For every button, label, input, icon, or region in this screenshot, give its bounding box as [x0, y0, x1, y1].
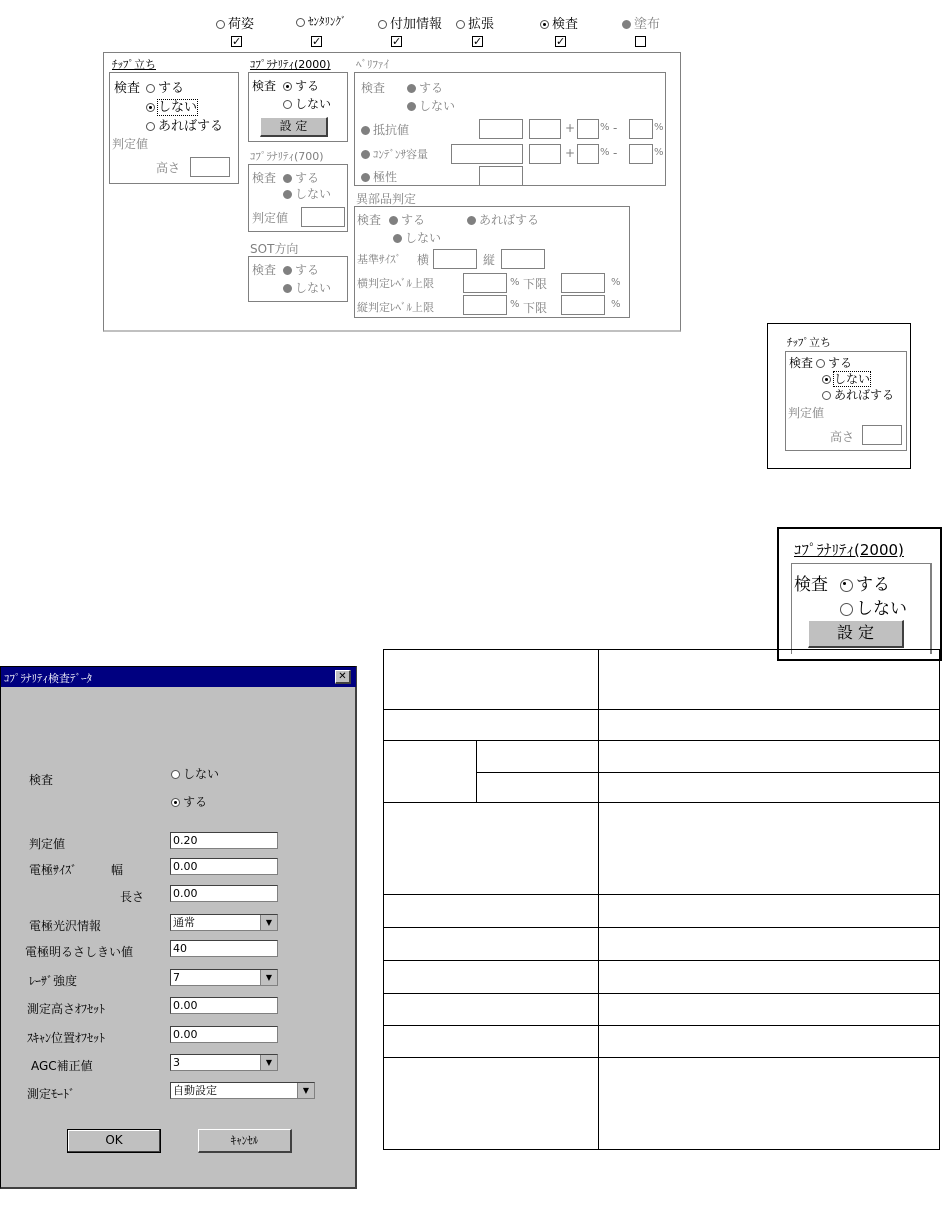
chip-opt-yes[interactable] [146, 77, 184, 96]
zoom-cop-set-button[interactable]: 設 定 [808, 620, 904, 648]
diff-opt-yes[interactable] [389, 211, 425, 228]
diff-base-v-field[interactable] [501, 249, 545, 269]
tab-label: ｾﾝﾀﾘﾝｸﾞ [308, 15, 347, 28]
cop700-title: ｺﾌﾟﾗﾅﾘﾃｨ(700) [250, 150, 324, 163]
chip-inspect-label: 検査 [114, 81, 141, 96]
zoom-cop-frame [777, 527, 942, 661]
option-label: しない [295, 281, 332, 295]
zoom-chip-opt-no[interactable] [822, 370, 870, 387]
table-cell [598, 895, 939, 928]
dialog-height-off-label: 測定高さｵﾌｾｯﾄ [27, 1002, 106, 1016]
radio-selected-icon [146, 103, 155, 112]
radio-disabled-icon [389, 216, 398, 225]
coplanarity-dialog [0, 666, 357, 1189]
dialog-agc-label: AGC補正値 [31, 1059, 93, 1073]
verify-cap-minus-field[interactable] [629, 144, 653, 164]
diff-v-upper-label: 縦判定ﾚﾍﾞﾙ上限 [357, 301, 434, 314]
dialog-width-field[interactable]: 0.00 [170, 858, 278, 875]
table-cell [476, 773, 598, 803]
table-row [384, 961, 940, 994]
radio-selected-icon [822, 375, 831, 384]
option-label: する [828, 356, 853, 370]
chevron-down-icon[interactable]: ▼ [260, 1055, 277, 1070]
pct-sign: % [654, 147, 664, 158]
dialog-bright-label: 電極明るさしきい値 [25, 945, 134, 959]
table-cell [384, 741, 477, 803]
table-cell [598, 650, 939, 710]
table-cell [598, 803, 939, 895]
cop700-inspect-label: 検査 [252, 171, 277, 185]
option-label: しない [295, 187, 332, 201]
verify-resist-minus-field[interactable] [629, 119, 653, 139]
diff-h-upper-label: 横判定ﾚﾍﾞﾙ上限 [357, 277, 434, 290]
chip-opt-no[interactable] [146, 96, 197, 115]
sot-opt-no[interactable] [283, 279, 331, 296]
dialog-opt-no[interactable] [171, 765, 219, 782]
dialog-mode-label: 測定ﾓｰﾄﾞ [27, 1087, 76, 1101]
tab-coating[interactable] [622, 13, 660, 32]
radio-icon [296, 18, 305, 27]
dialog-width-label: 幅 [111, 863, 124, 877]
option-label: 抵抗値 [373, 123, 410, 137]
table-row [384, 895, 940, 928]
zoom-chip-height-label: 高さ [830, 430, 855, 444]
checkbox-checked-icon[interactable]: ✓ [556, 35, 566, 48]
diff-base-h-field[interactable] [433, 249, 477, 269]
table-cell [598, 994, 939, 1026]
cop2000-title: ｺﾌﾟﾗﾅﾘﾃｨ(2000) [250, 58, 331, 71]
diff-base-size-label: 基準ｻｲｽﾞ [357, 253, 401, 266]
zoom-chip-group [785, 351, 907, 451]
table-cell [384, 994, 599, 1026]
option-label: あればする [479, 213, 540, 227]
radio-disabled-icon [361, 150, 370, 159]
checkbox-checked-icon[interactable]: ✓ [473, 35, 483, 48]
chip-group-title: ﾁｯﾌﾟ立ち [112, 58, 156, 71]
table-cell [384, 650, 599, 710]
table-cell [384, 710, 599, 741]
option-label: する [295, 79, 320, 93]
close-icon[interactable]: ✕ [335, 670, 351, 684]
dialog-height-off-field[interactable]: 0.00 [170, 997, 278, 1014]
table-cell [384, 1058, 599, 1150]
cop700-judge-label: 判定値 [252, 211, 289, 225]
table-cell [384, 961, 599, 994]
radio-icon [283, 100, 292, 109]
select-value: 7 [173, 971, 180, 984]
radio-disabled-icon [407, 102, 416, 111]
zoom-cop-opt-no[interactable] [840, 594, 907, 619]
radio-icon [456, 20, 465, 29]
zoom-chip-opt-yes[interactable] [816, 354, 852, 371]
option-label: あればする [834, 388, 895, 402]
verify-inspect-label: 検査 [361, 81, 386, 95]
tab-extend[interactable] [456, 13, 494, 32]
radio-selected-icon [540, 20, 549, 29]
dialog-titlebar [1, 667, 356, 687]
tab-nisugata[interactable] [216, 13, 254, 32]
option-label: 極性 [373, 170, 398, 184]
select-value: 3 [173, 1056, 180, 1069]
radio-disabled-icon [283, 284, 292, 293]
radio-icon [840, 603, 853, 616]
diff-lower-label: 下限 [523, 277, 548, 291]
verify-resist[interactable] [361, 121, 409, 138]
option-label: しない [183, 767, 220, 781]
diff-opt-no[interactable] [393, 229, 441, 246]
verify-title: ﾍﾞﾘﾌｧｲ [356, 58, 389, 71]
verify-opt-no[interactable] [407, 97, 455, 114]
chip-opt-if[interactable] [146, 115, 223, 134]
table-row [384, 928, 940, 961]
radio-disabled-icon [361, 173, 370, 182]
minus-sign: - [613, 146, 618, 160]
select-value: 通常 [173, 916, 195, 929]
pct-sign: % [600, 122, 610, 133]
verify-cap-plus-field[interactable] [577, 144, 599, 164]
dialog-scan-off-label: ｽｷｬﾝ位置ｵﾌｾｯﾄ [27, 1031, 106, 1045]
verify-polarity[interactable] [361, 168, 397, 185]
option-label: しない [295, 97, 332, 111]
zoom-chip-title: ﾁｯﾌﾟ立ち [787, 336, 831, 349]
dialog-inspect-label: 検査 [29, 773, 54, 787]
diff-vert-label: 縦 [483, 253, 496, 267]
table-cell [598, 1026, 939, 1058]
radio-disabled-icon [283, 174, 292, 183]
option-label: する [856, 575, 890, 595]
table-cell [598, 710, 939, 741]
radio-disabled-icon [393, 234, 402, 243]
dialog-judge-field[interactable]: 0.20 [170, 832, 278, 849]
cop2000-opt-yes[interactable] [283, 77, 319, 94]
radio-disabled-icon [467, 216, 476, 225]
zoom-cop-group [791, 563, 932, 654]
option-label: する [158, 81, 185, 96]
dialog-elec-size-label: 電極ｻｲｽﾞ [29, 863, 78, 877]
pct-sign: % [611, 299, 621, 310]
sot-group [248, 256, 348, 302]
pct-sign: % [611, 277, 621, 288]
radio-selected-icon [283, 82, 292, 91]
dialog-laser-select[interactable] [170, 969, 278, 986]
zoom-chip-height-field[interactable] [862, 425, 902, 445]
dialog-opt-yes[interactable] [171, 793, 207, 810]
option-label: しない [834, 372, 871, 386]
zoom-chip-inspect-label: 検査 [789, 356, 814, 370]
radio-icon [822, 391, 831, 400]
diff-group [354, 206, 630, 318]
table-row [384, 1026, 940, 1058]
sot-inspect-label: 検査 [252, 263, 277, 277]
table-row [384, 650, 940, 710]
checkbox-checked-icon[interactable]: ✓ [392, 35, 402, 48]
table-cell [598, 1058, 939, 1150]
plus-sign: + [565, 121, 576, 135]
option-label: する [419, 81, 444, 95]
tab-label: 荷姿 [228, 17, 255, 32]
option-label: しない [158, 100, 198, 115]
pct-sign: % [600, 147, 610, 158]
verify-resist-plus-field[interactable] [577, 119, 599, 139]
zoom-cop-inspect-label: 検査 [794, 575, 828, 595]
chip-judge-label: 判定値 [112, 137, 149, 151]
dialog-gloss-select[interactable] [170, 914, 278, 931]
tab-inspect[interactable] [540, 13, 578, 32]
diff-v-lower-field[interactable] [561, 295, 605, 315]
pct-sign: % [510, 299, 520, 310]
dialog-title: ｺﾌﾟﾗﾅﾘﾃｨ検査ﾃﾞｰﾀ [4, 672, 92, 685]
chevron-down-icon[interactable]: ▼ [260, 915, 277, 930]
option-label: しない [856, 599, 907, 619]
table-cell [384, 895, 599, 928]
checkbox-checked-icon[interactable]: ✓ [232, 35, 242, 48]
sot-title: SOT方向 [250, 242, 299, 256]
diff-h-lower-field[interactable] [561, 273, 605, 293]
tab-label: 拡張 [468, 17, 495, 32]
diff-inspect-label: 検査 [357, 213, 382, 227]
option-label: する [295, 171, 320, 185]
radio-icon [216, 20, 225, 29]
zoom-cop-title: ｺﾌﾟﾗﾅﾘﾃｨ(2000) [794, 541, 904, 559]
tab-label: 検査 [552, 17, 579, 32]
cop2000-inspect-label: 検査 [252, 79, 277, 93]
plus-sign: + [565, 146, 576, 160]
pct-sign: % [510, 277, 520, 288]
table-cell [598, 773, 939, 803]
dialog-judge-label: 判定値 [29, 837, 66, 851]
chip-group [109, 72, 239, 184]
cop2000-set-button[interactable]: 設 定 [260, 117, 328, 137]
tab-centering[interactable] [296, 13, 347, 29]
spec-table [383, 649, 940, 1150]
checkbox-checked-icon[interactable]: ✓ [312, 35, 322, 48]
option-label: する [401, 213, 426, 227]
diff-opt-if[interactable] [467, 211, 539, 228]
table-cell [598, 741, 939, 773]
diff-lower-label: 下限 [523, 301, 548, 315]
dialog-laser-label: ﾚｰｻﾞ強度 [29, 974, 78, 988]
radio-selected-icon [840, 579, 853, 592]
chevron-down-icon[interactable]: ▼ [297, 1083, 314, 1098]
chip-height-field[interactable] [190, 157, 230, 177]
option-label: しない [419, 99, 456, 113]
table-row [384, 1058, 940, 1150]
table-row [384, 803, 940, 895]
cop700-judge-field[interactable] [301, 207, 345, 227]
cop700-opt-no[interactable] [283, 185, 331, 202]
option-label: あればする [158, 119, 224, 134]
cop2000-opt-no[interactable] [283, 95, 331, 112]
radio-disabled-icon [407, 84, 416, 93]
table-cell [598, 961, 939, 994]
verify-group [354, 72, 666, 186]
option-label: する [183, 795, 208, 809]
table-cell [384, 803, 599, 895]
chevron-down-icon[interactable]: ▼ [260, 970, 277, 985]
cancel-button[interactable]: ｷｬﾝｾﾙ [198, 1129, 292, 1153]
radio-icon [171, 770, 180, 779]
table-cell [598, 928, 939, 961]
zoom-cop-opt-yes[interactable] [840, 570, 890, 595]
dialog-length-field[interactable]: 0.00 [170, 885, 278, 902]
verify-opt-yes[interactable] [407, 79, 443, 96]
diff-h-upper-field[interactable] [463, 273, 507, 293]
radio-icon [816, 359, 825, 368]
verify-cap-unit-field[interactable] [529, 144, 561, 164]
tab-label: 塗布 [634, 17, 661, 32]
zoom-chip-frame [767, 323, 911, 469]
pct-sign: % [654, 122, 664, 133]
cop2000-group [248, 72, 348, 142]
cop700-group [248, 164, 348, 232]
radio-icon [146, 122, 155, 131]
chip-height-label: 高さ [156, 161, 181, 175]
diff-title: 異部品判定 [356, 192, 417, 206]
dialog-length-label: 長さ [120, 890, 145, 904]
dialog-gloss-label: 電極光沢情報 [29, 919, 102, 933]
option-label: する [295, 263, 320, 277]
table-cell [476, 741, 598, 773]
option-label: ｺﾝﾃﾞﾝｻ容量 [373, 148, 428, 161]
checkbox-unchecked-icon[interactable] [635, 36, 646, 47]
radio-disabled-icon [622, 20, 631, 29]
table-cell [384, 1026, 599, 1058]
table-row [384, 710, 940, 741]
radio-icon [378, 20, 387, 29]
select-value: 自動設定 [173, 1084, 217, 1097]
option-label: しない [405, 231, 442, 245]
radio-disabled-icon [283, 266, 292, 275]
minus-sign: - [613, 121, 618, 135]
zoom-chip-judge-label: 判定値 [788, 406, 825, 420]
dialog-scan-off-field[interactable]: 0.00 [170, 1026, 278, 1043]
verify-resist-unit-field[interactable] [529, 119, 561, 139]
sot-opt-yes[interactable] [283, 261, 319, 278]
dialog-agc-select[interactable] [170, 1054, 278, 1071]
cop700-opt-yes[interactable] [283, 169, 319, 186]
table-row [384, 994, 940, 1026]
verify-cap-value-field[interactable] [451, 144, 523, 164]
zoom-chip-opt-if[interactable] [822, 386, 894, 403]
dialog-bright-field[interactable]: 40 [170, 940, 278, 957]
verify-cap[interactable] [361, 146, 428, 162]
ok-button[interactable]: OK [67, 1129, 161, 1153]
tab-label: 付加情報 [390, 17, 443, 32]
radio-disabled-icon [361, 126, 370, 135]
radio-disabled-icon [283, 190, 292, 199]
table-cell [384, 928, 599, 961]
diff-v-upper-field[interactable] [463, 295, 507, 315]
radio-selected-icon [171, 798, 180, 807]
radio-icon [146, 84, 155, 93]
tab-extra-info[interactable] [378, 13, 442, 32]
diff-horiz-label: 横 [417, 253, 430, 267]
verify-resist-value-field[interactable] [479, 119, 523, 139]
verify-polarity-field[interactable] [479, 166, 523, 186]
dialog-mode-select[interactable] [170, 1082, 315, 1099]
table-row [384, 741, 940, 773]
